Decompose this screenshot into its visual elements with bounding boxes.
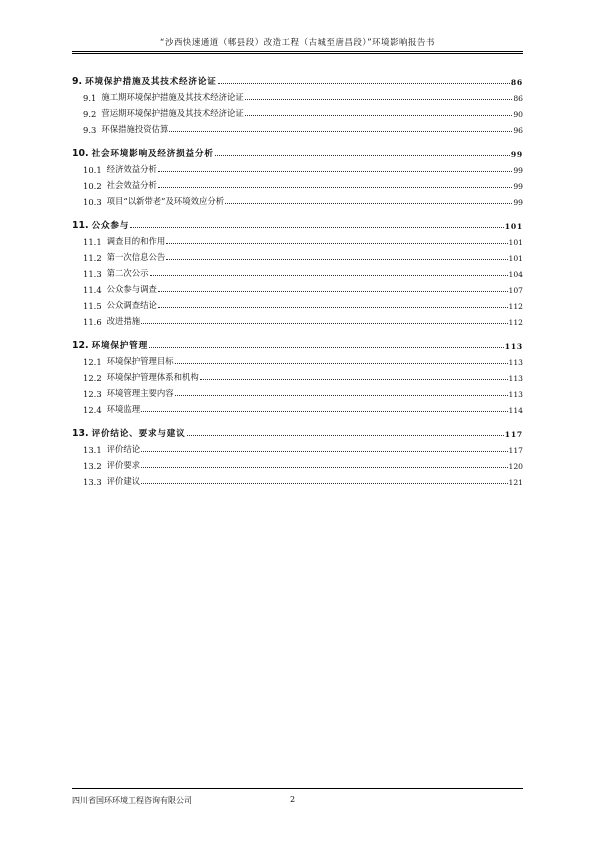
dot-leader xyxy=(225,203,512,204)
dot-leader xyxy=(141,411,507,412)
toc-section-number: 11.6 xyxy=(83,317,102,327)
toc-chapter-page: 99 xyxy=(510,150,523,159)
toc-section[interactable] xyxy=(72,231,523,247)
toc-section-title: 环境保护管理目标 xyxy=(106,356,174,366)
toc-section[interactable] xyxy=(72,455,523,471)
toc-section[interactable] xyxy=(72,175,523,191)
toc-section-number: 13.1 xyxy=(83,445,102,455)
toc-section-title: 评价结论 xyxy=(106,444,141,454)
dot-leader xyxy=(245,99,513,100)
toc-chapter-title: 环境保护措施及其技术经济论证 xyxy=(85,77,217,87)
toc-section[interactable] xyxy=(72,471,523,487)
toc-section-number: 11.1 xyxy=(83,237,102,247)
toc-section-page: 113 xyxy=(508,358,523,367)
toc-section-page: 86 xyxy=(513,94,523,103)
toc-chapter-number: 11. xyxy=(72,220,89,231)
toc-section[interactable] xyxy=(72,367,523,383)
dot-leader xyxy=(166,259,507,260)
running-header: “沙西快速通道（郫县段）改造工程（古城至唐昌段）”环境影响报告书 xyxy=(160,37,435,47)
toc-section-page: 117 xyxy=(508,446,523,455)
dot-leader xyxy=(158,307,508,308)
toc-section-number: 9.2 xyxy=(83,109,97,119)
toc-chapter-page: 86 xyxy=(510,78,523,87)
toc-section-page: 113 xyxy=(508,374,523,383)
dot-leader xyxy=(187,435,504,436)
dot-leader xyxy=(130,227,504,228)
dot-leader xyxy=(141,467,507,468)
toc-chapter-number: 13. xyxy=(72,428,89,439)
toc-section-title: 环境监理 xyxy=(106,404,141,414)
toc-section-title: 社会效益分析 xyxy=(106,180,157,190)
toc-section[interactable] xyxy=(72,263,523,279)
toc-section-page: 99 xyxy=(513,182,523,191)
toc-section-number: 11.3 xyxy=(83,269,102,279)
toc-section-title: 评价要求 xyxy=(106,460,141,470)
toc-chapter-title: 评价结论、要求与建议 xyxy=(91,429,186,439)
toc-section-page: 120 xyxy=(508,462,523,471)
toc-chapter-page: 113 xyxy=(504,342,523,351)
toc-section[interactable] xyxy=(72,103,523,119)
dot-leader xyxy=(149,347,504,348)
toc-section-title: 环保措施投资估算 xyxy=(101,124,169,134)
toc-section-title: 施工期环境保护措施及其技术经济论证 xyxy=(101,92,244,102)
dot-leader xyxy=(166,243,507,244)
toc-section-number: 11.4 xyxy=(83,285,102,295)
toc-section-title: 第二次公示 xyxy=(106,268,149,278)
toc-section-title: 评价建议 xyxy=(106,476,141,486)
dot-leader xyxy=(245,115,513,116)
toc-section-page: 101 xyxy=(508,238,523,247)
toc-section-page: 121 xyxy=(508,478,523,487)
dot-leader xyxy=(141,323,507,324)
toc-chapter-number: 10. xyxy=(72,148,89,159)
toc-section-page: 113 xyxy=(508,390,523,399)
toc-section-title: 经济效益分析 xyxy=(106,164,157,174)
toc-section[interactable] xyxy=(72,119,523,135)
toc-section-title: 项目“以新带老”及环境效应分析 xyxy=(106,196,225,206)
toc-section-number: 9.3 xyxy=(83,125,97,135)
toc-section-title: 环境管理主要内容 xyxy=(106,388,174,398)
dot-leader xyxy=(150,275,508,276)
dot-leader xyxy=(175,395,508,396)
toc-section-number: 11.5 xyxy=(83,301,102,311)
table-of-contents xyxy=(72,72,523,487)
dot-leader xyxy=(169,131,512,132)
toc-section[interactable] xyxy=(72,279,523,295)
toc-section-number: 13.3 xyxy=(83,477,102,487)
toc-section-page: 99 xyxy=(513,166,523,175)
toc-section[interactable] xyxy=(72,87,523,103)
toc-section-page: 99 xyxy=(513,198,523,207)
toc-chapter-number: 9. xyxy=(72,76,83,87)
toc-section[interactable] xyxy=(72,399,523,415)
toc-section-number: 12.4 xyxy=(83,405,102,415)
footer-rule xyxy=(72,788,523,789)
toc-chapter[interactable] xyxy=(72,144,523,159)
toc-section-title: 调查目的和作用 xyxy=(106,236,166,246)
toc-section[interactable] xyxy=(72,439,523,455)
toc-section-page: 107 xyxy=(508,286,523,295)
toc-section[interactable] xyxy=(72,295,523,311)
toc-chapter-title: 社会环境影响及经济损益分析 xyxy=(91,149,214,159)
toc-section-title: 环境保护管理体系和机构 xyxy=(106,372,199,382)
toc-section-title: 公众参与调查 xyxy=(106,284,157,294)
toc-section-number: 10.1 xyxy=(83,165,102,175)
dot-leader xyxy=(200,379,508,380)
dot-leader xyxy=(158,171,512,172)
toc-section-number: 10.3 xyxy=(83,197,102,207)
toc-section[interactable] xyxy=(72,159,523,175)
toc-chapter[interactable] xyxy=(72,336,523,351)
toc-chapter[interactable] xyxy=(72,424,523,439)
dot-leader xyxy=(158,187,512,188)
toc-chapter-page: 101 xyxy=(504,222,523,231)
toc-section-page: 101 xyxy=(508,254,523,263)
toc-chapter[interactable] xyxy=(72,216,523,231)
toc-section[interactable] xyxy=(72,247,523,263)
toc-section-title: 公众调查结论 xyxy=(106,300,157,310)
toc-section[interactable] xyxy=(72,351,523,367)
dot-leader xyxy=(141,451,507,452)
toc-section-number: 9.1 xyxy=(83,93,97,103)
toc-chapter-number: 12. xyxy=(72,340,89,351)
toc-section-number: 12.2 xyxy=(83,373,102,383)
dot-leader xyxy=(158,291,508,292)
toc-section[interactable] xyxy=(72,311,523,327)
toc-chapter[interactable] xyxy=(72,72,523,87)
toc-section-number: 11.2 xyxy=(83,253,102,263)
toc-section-number: 10.2 xyxy=(83,181,102,191)
toc-section-page: 96 xyxy=(513,126,523,135)
header-rule-thin xyxy=(72,53,523,54)
toc-section-page: 112 xyxy=(508,302,523,311)
toc-section-title: 改进措施 xyxy=(106,316,141,326)
header-rule xyxy=(72,51,523,52)
toc-section-page: 104 xyxy=(508,270,523,279)
toc-section-page: 112 xyxy=(508,318,523,327)
toc-section-page: 90 xyxy=(513,110,523,119)
toc-chapter-title: 公众参与 xyxy=(91,221,130,231)
toc-section-number: 12.3 xyxy=(83,389,102,399)
toc-section[interactable] xyxy=(72,383,523,399)
toc-section[interactable] xyxy=(72,191,523,207)
toc-section-title: 营运期环境保护措施及其技术经济论证 xyxy=(101,108,244,118)
toc-section-page: 114 xyxy=(508,406,523,415)
toc-section-number: 13.2 xyxy=(83,461,102,471)
toc-section-title: 第一次信息公告 xyxy=(106,252,166,262)
toc-chapter-title: 环境保护管理 xyxy=(91,341,148,351)
dot-leader xyxy=(141,483,507,484)
footer-company: 四川省国环环境工程咨询有限公司 xyxy=(72,796,192,805)
toc-chapter-page: 117 xyxy=(504,430,523,439)
toc-section-number: 12.1 xyxy=(83,357,102,367)
dot-leader xyxy=(218,83,510,84)
footer-page-number: 2 xyxy=(290,795,296,804)
dot-leader xyxy=(215,155,510,156)
dot-leader xyxy=(175,363,508,364)
